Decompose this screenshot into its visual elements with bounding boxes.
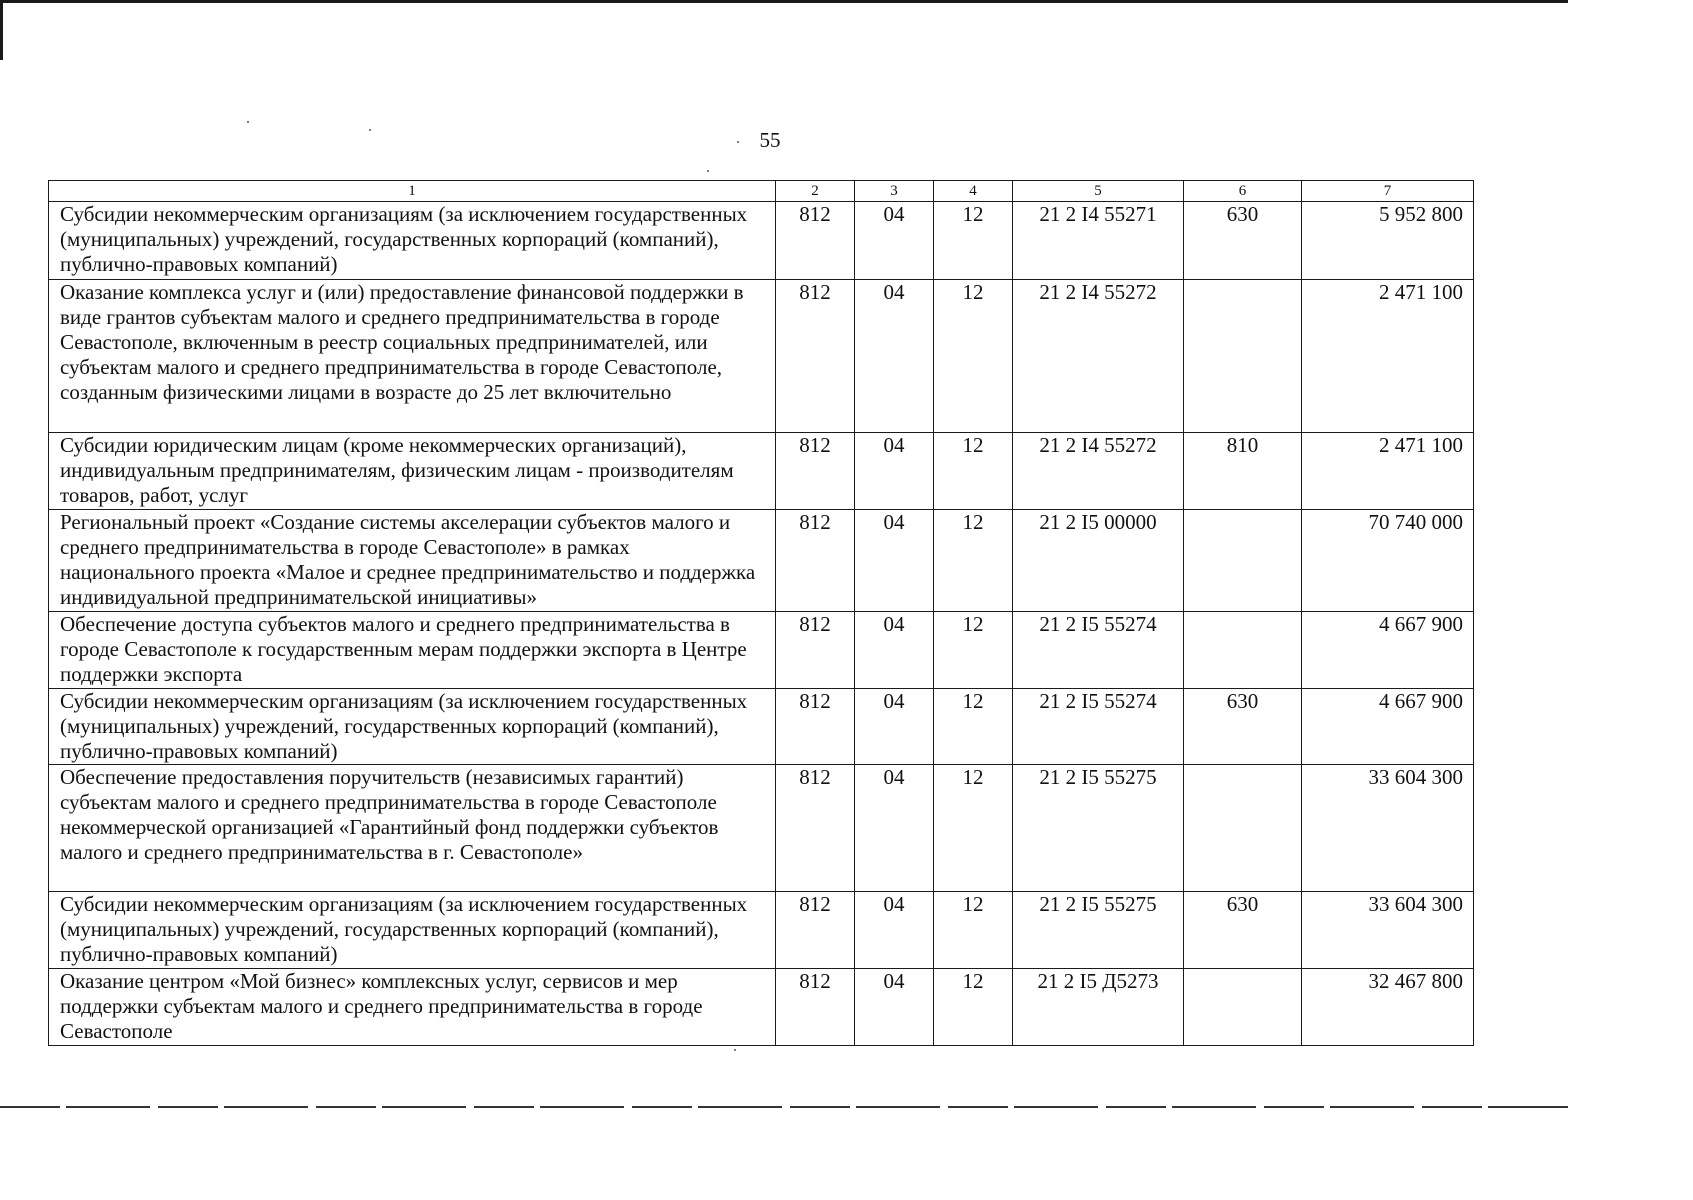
ministry-code: 812 [776,612,855,689]
subsection-code: 12 [934,510,1013,612]
subsection-code: 12 [934,892,1013,969]
column-number-7: 7 [1302,181,1474,202]
expense-type-code [1184,280,1302,433]
subsection-code: 12 [934,280,1013,433]
section-code: 04 [855,433,934,510]
ministry-code: 812 [776,510,855,612]
expense-type-code: 630 [1184,892,1302,969]
section-code: 04 [855,280,934,433]
expense-type-code [1184,765,1302,892]
scan-speck [734,1049,736,1051]
subsection-code: 12 [934,969,1013,1046]
target-article-code: 21 2 I4 55271 [1013,202,1184,280]
section-code: 04 [855,892,934,969]
ministry-code: 812 [776,892,855,969]
table-row [49,689,1474,765]
column-number-2: 2 [776,181,855,202]
section-code: 04 [855,202,934,280]
table-row [49,433,1474,510]
target-article-code: 21 2 I5 Д5273 [1013,969,1184,1046]
row-name: Оказание центром «Мой бизнес» комплексных услуг, сервисов и мер поддержки субъектам малого и среднего предпринимательства в городе Севастополе [49,969,776,1046]
amount-value: 4 667 900 [1302,689,1474,765]
section-code: 04 [855,689,934,765]
table-row [49,765,1474,892]
expense-type-code [1184,969,1302,1046]
target-article-code: 21 2 I5 55275 [1013,765,1184,892]
row-name: Субсидии некоммерческим организациям (за исключением государственных (муниципальных) учреждений, государственных корпораций (компаний), публично-правовых компаний) [49,689,776,765]
row-name: Оказание комплекса услуг и (или) предоставление финансовой поддержки в виде грантов субъектам малого и среднего предпринимательства в городе Севастополе, включенным в реестр социальных предпринимателей, или субъектам малого и среднего предпринимательства в городе Севастополе, созданным физическими лицами в возрасте до 25 лет включительно [49,280,776,433]
amount-value: 2 471 100 [1302,280,1474,433]
table-row [49,969,1474,1046]
table-row [49,510,1474,612]
subsection-code: 12 [934,612,1013,689]
target-article-code: 21 2 I5 55274 [1013,612,1184,689]
column-number-1: 1 [49,181,776,202]
section-code: 04 [855,765,934,892]
row-name: Субсидии юридическим лицам (кроме некоммерческих организаций), индивидуальным предпринимателям, физическим лицам - производителям товаров, работ, услуг [49,433,776,510]
ministry-code: 812 [776,280,855,433]
section-code: 04 [855,969,934,1046]
ministry-code: 812 [776,689,855,765]
amount-value: 2 471 100 [1302,433,1474,510]
row-name: Региональный проект «Создание системы акселерации субъектов малого и среднего предпринимательства в городе Севастополе» в рамках национального проекта «Малое и среднее предпринимательство и поддержка индивидуальной предпринимательской инициативы» [49,510,776,612]
expense-type-code: 630 [1184,202,1302,280]
amount-value: 4 667 900 [1302,612,1474,689]
ministry-code: 812 [776,433,855,510]
table-header-row [49,181,1474,202]
scan-speck [247,121,249,123]
table-row [49,280,1474,433]
section-code: 04 [855,510,934,612]
section-code: 04 [855,612,934,689]
row-name: Обеспечение доступа субъектов малого и среднего предпринимательства в городе Севастополе к государственным мерам поддержки экспорта в Центре поддержки экспорта [49,612,776,689]
expense-type-code: 810 [1184,433,1302,510]
scan-edge-left [0,0,3,60]
column-number-6: 6 [1184,181,1302,202]
ministry-code: 812 [776,765,855,892]
column-number-5: 5 [1013,181,1184,202]
expense-type-code [1184,612,1302,689]
scan-speck [707,170,709,172]
target-article-code: 21 2 I5 55275 [1013,892,1184,969]
expense-type-code: 630 [1184,689,1302,765]
table-row [49,612,1474,689]
table-row [49,892,1474,969]
amount-value: 5 952 800 [1302,202,1474,280]
scan-edge-bottom [0,1106,1568,1108]
ministry-code: 812 [776,969,855,1046]
amount-value: 33 604 300 [1302,765,1474,892]
target-article-code: 21 2 I4 55272 [1013,433,1184,510]
column-number-4: 4 [934,181,1013,202]
budget-table [48,180,1474,1046]
row-name: Обеспечение предоставления поручительств (независимых гарантий) субъектам малого и среднего предпринимательства в городе Севастополе некоммерческой организацией «Гарантийный фонд поддержки субъектов малого и среднего предпринимательства в г. Севастополе» [49,765,776,892]
amount-value: 70 740 000 [1302,510,1474,612]
row-name: Субсидии некоммерческим организациям (за исключением государственных (муниципальных) учреждений, государственных корпораций (компаний), публично-правовых компаний) [49,892,776,969]
scan-speck [369,129,371,131]
subsection-code: 12 [934,202,1013,280]
subsection-code: 12 [934,433,1013,510]
ministry-code: 812 [776,202,855,280]
amount-value: 33 604 300 [1302,892,1474,969]
row-name: Субсидии некоммерческим организациям (за исключением государственных (муниципальных) учреждений, государственных корпораций (компаний), публично-правовых компаний) [49,202,776,280]
expense-type-code [1184,510,1302,612]
column-number-3: 3 [855,181,934,202]
subsection-code: 12 [934,765,1013,892]
target-article-code: 21 2 I5 55274 [1013,689,1184,765]
scan-edge-top [0,0,1568,3]
page-number: 55 [759,128,781,152]
target-article-code: 21 2 I4 55272 [1013,280,1184,433]
target-article-code: 21 2 I5 00000 [1013,510,1184,612]
table-row [49,202,1474,280]
amount-value: 32 467 800 [1302,969,1474,1046]
subsection-code: 12 [934,689,1013,765]
